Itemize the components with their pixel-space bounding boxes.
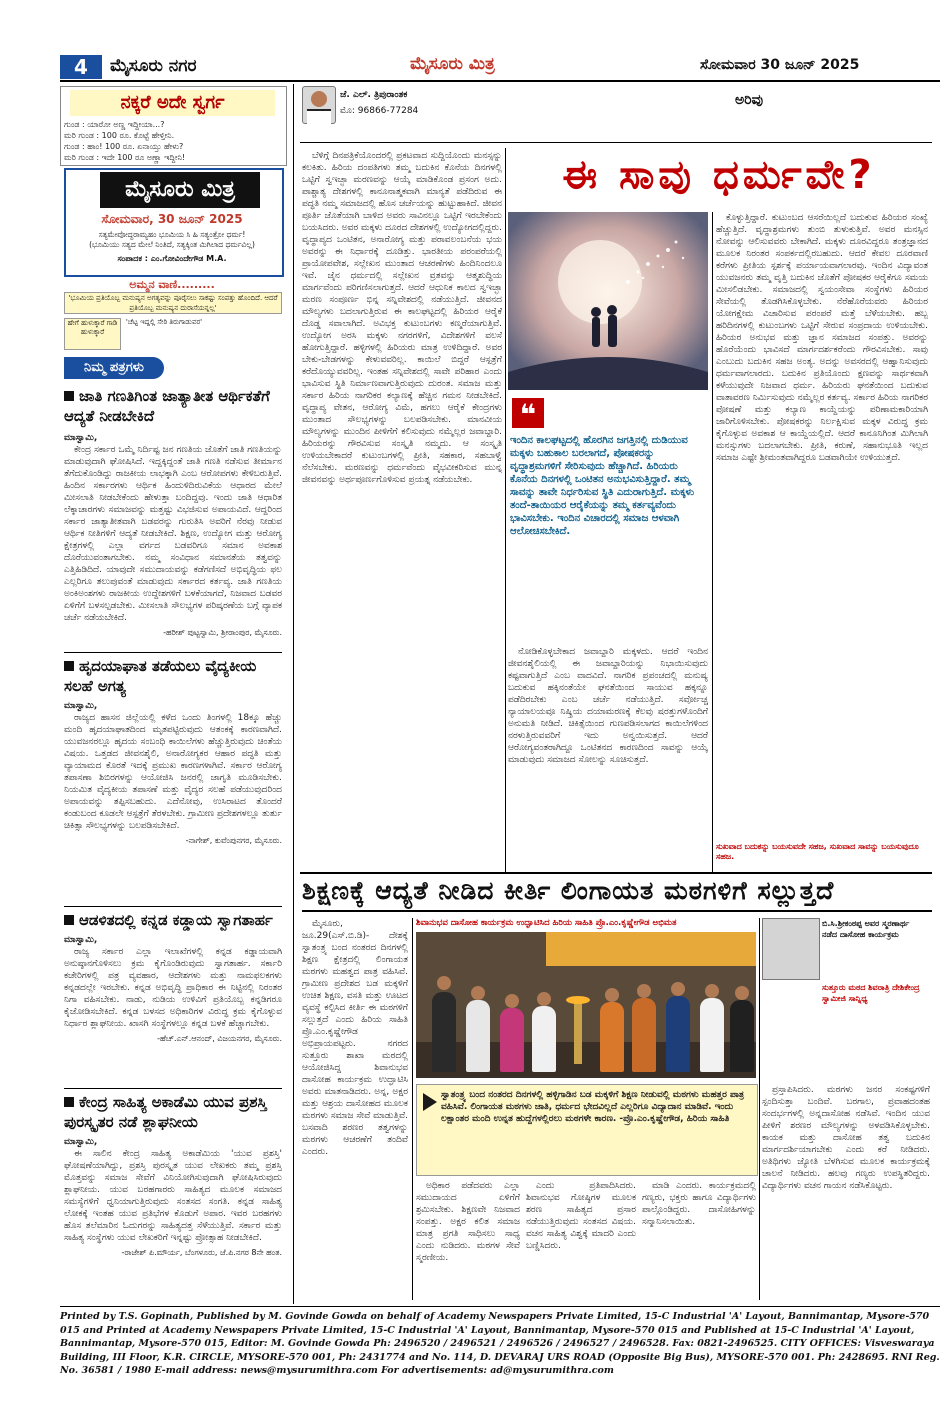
letter-body bbox=[64, 700, 282, 904]
bug-quote: 'ಚೆಟ್ಟ ಇದ್ದಲ್ಲಿ ಸೇಠಿ ತಿರುಗಾಡುವರ' bbox=[125, 318, 203, 326]
story-text: ಎಂದು ಪ್ರತಿಪಾದಿಸಿದರು. ಶಿವಾನುಭವ ಗೋಷ್ಠಿಗಳ ಮೂಲಕ ಶರಣ ಸಾಹಿತ್ಯದ ಪ್ರಸಾರ ನಡೆಯುತ್ತಿರುವುದು ಸಂತಸದ ವಿಷಯ. ವಚನ ಸಾಹಿತ್ಯ ವಿಶ್ವಕ್ಕೆ ಮಾದರಿ ಎಂದು ಬಣ್ಣಿಸಿದರು. bbox=[526, 1181, 636, 1251]
person-figure bbox=[466, 1000, 490, 1072]
story-text: ಮೈಸೂರು, ಜೂ.29(ಎಸ್.ಬಿ.ಡಿ)- ದೇಶಕ್ಕೆ ಸ್ವಾತಂತ್ರ್ಯ ಬಂದ ನಂತರದ ದಿನಗಳಲ್ಲಿ ಶಿಕ್ಷಣ ಕ್ಷೇತ್ರದಲ್ಲಿ ಲಿಂಗಾಯತ ಮಠಗಳು ಮಹತ್ವದ ಪಾತ್ರ ವಹಿಸಿವೆ. ಗ್ರಾಮೀಣ ಪ್ರದೇಶದ ಬಡ ಮಕ್ಕಳಿಗೆ ಉಚಿತ ಶಿಕ್ಷಣ, ವಸತಿ ಮತ್ತು ಊಟದ ವ್ಯವಸ್ಥೆ ಕಲ್ಪಿಸಿದ ಕೀರ್ತಿ ಈ ಮಠಗಳಿಗೆ ಸಲ್ಲುತ್ತದೆ ಎಂದು ಹಿರಿಯ ಸಾಹಿತಿ ಪ್ರೊ.ಎಂ.ಕೃಷ್ಣೇಗೌಡ ಅಭಿಪ್ರಾಯಪಟ್ಟರು. ನಗರದ ಸುತ್ತೂರು ಶಾಖಾ ಮಠದಲ್ಲಿ ಆಯೋಜಿಸಿದ್ದ ಶಿವಾನುಭವ ದಾಸೋಹ ಕಾರ್ಯಕ್ರಮ ಉದ್ಘಾಟಿಸಿ ಅವರು ಮಾತನಾಡಿದರು. ಅನ್ನ, ಅಕ್ಷರ ಮತ್ತು ಆಶ್ರಯ ದಾಸೋಹದ ಮೂಲಕ ಮಠಗಳು ಸಮಾಜ ಸೇವೆ ಮಾಡುತ್ತಿವೆ. ಬಸವಾದಿ ಶರಣರ ತತ್ವಗಳನ್ನು ಮಠಗಳು ಆಚರಣೆಗೆ ತಂದಿವೆ ಎಂದರು. bbox=[302, 919, 408, 1157]
letter-title-text: ಹೃದಯಾಘಾತ ತಡೆಯಲು ವೈದ್ಯಕೀಯ ಸಲಹೆ ಅಗತ್ಯ bbox=[64, 657, 257, 695]
event-photo bbox=[416, 932, 756, 1078]
person-figure bbox=[432, 992, 456, 1072]
column-divider bbox=[293, 84, 294, 1304]
person-figure bbox=[666, 996, 690, 1072]
story-column bbox=[302, 918, 408, 1298]
letter-title-text: ಜಾತಿ ಗಣತಿಗಿಂತ ಜಾತ್ಯಾತೀತ ಆರ್ಥಿಕತೆಗೆ ಆದ್ಯತೆ ನೀಡಬೇಕಿದೆ bbox=[64, 387, 270, 425]
portrait-photo bbox=[762, 918, 820, 980]
divider bbox=[64, 652, 282, 653]
bullet-icon bbox=[64, 661, 74, 671]
masthead-motto bbox=[66, 230, 278, 250]
story-column bbox=[526, 1180, 636, 1300]
flame-icon bbox=[566, 996, 590, 1004]
divider bbox=[300, 872, 932, 874]
letter-title-text: ಕೇಂದ್ರ ಸಾಹಿತ್ಯ ಅಕಾಡೆಮಿ ಯುವ ಪ್ರಶಸ್ತಿ ಪುರಸ್ಕೃತರ ನಡೆ ಶ್ಲಾಘನೀಯ bbox=[64, 1093, 267, 1131]
columnist-phone: ಮೊ: 96866-77284 bbox=[340, 106, 419, 116]
column-title: ಅರಿವು bbox=[735, 92, 764, 108]
story-column bbox=[416, 1180, 520, 1300]
header-date: ಸೋಮವಾರ 30 ಜೂನ್ 2025 bbox=[700, 57, 860, 73]
letter-text: ರಾಜ್ಯ ಸರ್ಕಾರ ಎಲ್ಲಾ ಇಲಾಖೆಗಳಲ್ಲಿ ಕನ್ನಡ ಕಡ್ಡಾಯವಾಗಿ ಅನುಷ್ಠಾನಗೊಳಿಸಲು ಕ್ರಮ ಕೈಗೊಂಡಿರುವುದು ಸ್ವಾಗತಾರ್ಹ. ಸರ್ಕಾರಿ ಕಚೇರಿಗಳಲ್ಲಿ ಪತ್ರ ವ್ಯವಹಾರ, ಆದೇಶಗಳು ಮತ್ತು ನಾಮಫಲಕಗಳು ಕನ್ನಡದಲ್ಲೇ ಇರಬೇಕು. ಕನ್ನಡ ಅಭಿವೃದ್ಧಿ ಪ್ರಾಧಿಕಾರ ಈ ನಿಟ್ಟಿನಲ್ಲಿ ನಿರಂತರ ನಿಗಾ ವಹಿಸಬೇಕು. ನಾಡು, ನುಡಿಯ ಉಳಿವಿಗೆ ಪ್ರತಿಯೊಬ್ಬ ಕನ್ನಡಿಗರೂ ಕೈಜೋಡಿಸಬೇಕಿದೆ. ಕನ್ನಡ ಬಳಸದ ಅಧಿಕಾರಿಗಳ ವಿರುದ್ಧ ಕ್ರಮ ಕೈಗೊಳ್ಳುವ ನಿರ್ಧಾರ ಶ್ಲಾಘನೀಯ. ಖಾಸಗಿ ಸಂಸ್ಥೆಗಳಲ್ಲೂ ಕನ್ನಡ ಬಳಕೆ ಹೆಚ್ಚಾಗಬೇಕು. bbox=[64, 947, 282, 1029]
footer-divider bbox=[60, 1306, 940, 1307]
amma-quote: 'ಭೂಮಿಯ ಪ್ರತಿಯೊಬ್ಬ ಮನುಷ್ಯನ ಅಗತ್ಯವನ್ನು ಪೂರೈಸಲು ಸಾಕಷ್ಟು ಸಂಪತ್ತು ಹೊಂದಿದೆ. ಆದರೆ ಪ್ರತಿಯೊಬ್ಬ ಮನುಷ್ಯನ ದುರಾಸೆಯನ್ನಲ್ಲ' bbox=[64, 292, 282, 314]
letter-text: ರಾಜ್ಯದ ಹಾಸನ ಜಿಲ್ಲೆಯಲ್ಲಿ ಕಳೆದ ಒಂದು ತಿಂಗಳಲ್ಲಿ 18ಕ್ಕೂ ಹೆಚ್ಚು ಮಂದಿ ಹೃದಯಾಘಾತದಿಂದ ಮೃತಪಟ್ಟಿರುವುದು ಆತಂಕಕ್ಕೆ ಕಾರಣವಾಗಿದೆ. ಯುವಜನರಲ್ಲೂ ಹೃದಯ ಸಂಬಂಧಿ ಕಾಯಿಲೆಗಳು ಹೆಚ್ಚುತ್ತಿರುವುದು ಚಿಂತೆಯ ವಿಷಯ. ಒತ್ತಡದ ಜೀವನಶೈಲಿ, ಅನಾರೋಗ್ಯಕರ ಆಹಾರ ಪದ್ಧತಿ ಮತ್ತು ವ್ಯಾಯಾಮದ ಕೊರತೆ ಇದಕ್ಕೆ ಪ್ರಮುಖ ಕಾರಣಗಳಾಗಿವೆ. ಸರ್ಕಾರ ಆರೋಗ್ಯ ತಪಾಸಣಾ ಶಿಬಿರಗಳನ್ನು ಆಯೋಜಿಸಿ ಜನರಲ್ಲಿ ಜಾಗೃತಿ ಮೂಡಿಸಬೇಕು. ನಿಯಮಿತ ವೈದ್ಯಕೀಯ ತಪಾಸಣೆ ಮತ್ತು ವೈದ್ಯರ ಸಲಹೆ ಪಡೆಯುವುದರಿಂದ ಅಪಾಯವನ್ನು ತಪ್ಪಿಸಬಹುದು. ಎದೆನೋವು, ಉಸಿರಾಟದ ತೊಂದರೆ ಕಂಡುಬಂದ ಕೂಡಲೇ ಆಸ್ಪತ್ರೆಗೆ ತೆರಳಬೇಕು. ಗ್ರಾಮೀಣ ಪ್ರದೇಶಗಳಲ್ಲೂ ತುರ್ತು ಚಿಕಿತ್ಸಾ ಸೌಲಭ್ಯಗಳನ್ನು ಬಲಪಡಿಸಬೇಕಿದೆ. bbox=[64, 713, 282, 831]
letter-title bbox=[64, 386, 282, 426]
face-icon bbox=[705, 984, 719, 998]
story-text: ಪ್ರಸ್ತಾಪಿಸಿದರು. ಮಠಗಳು ಜನರ ಸಂಕಷ್ಟಗಳಿಗೆ ಸ್ಪಂದಿಸುತ್ತಾ ಬಂದಿವೆ. ಬರಗಾಲ, ಪ್ರವಾಹದಂತಹ ಸಂದರ್ಭಗಳಲ್ಲಿ ಅನ್ನದಾಸೋಹ ನಡೆಸಿವೆ. ಇಂದಿನ ಯುವ ಪೀಳಿಗೆ ಶರಣರ ಮೌಲ್ಯಗಳನ್ನು ಅಳವಡಿಸಿಕೊಳ್ಳಬೇಕು. ಕಾಯಕ ಮತ್ತು ದಾಸೋಹ ತತ್ವ ಬದುಕಿನ ಮಾರ್ಗದರ್ಶಿಯಾಗಬೇಕು ಎಂದು ಕರೆ ನೀಡಿದರು. ಅತಿಥಿಗಳು ಜ್ಯೋತಿ ಬೆಳಗಿಸುವ ಮೂಲಕ ಕಾರ್ಯಕ್ರಮಕ್ಕೆ ಚಾಲನೆ ನೀಡಿದರು. ಹಲವು ಗಣ್ಯರು ಉಪಸ್ಥಿತರಿದ್ದರು. ವಿದ್ಯಾರ್ಥಿಗಳು ವಚನ ಗಾಯನ ನಡೆಸಿಕೊಟ್ಟರು. bbox=[762, 1085, 930, 1191]
face-icon bbox=[671, 982, 685, 996]
story-column bbox=[642, 1180, 756, 1300]
header-divider bbox=[60, 80, 940, 82]
letter-title-text: ಆಡಳಿತದಲ್ಲಿ ಕನ್ನಡ ಕಡ್ಡಾಯ ಸ್ವಾಗತಾರ್ಹ bbox=[79, 911, 273, 929]
header-logo: ಮೈಸೂರು ಮಿತ್ರ bbox=[410, 54, 495, 74]
column-divider bbox=[759, 918, 760, 1300]
article-text: ನೋಡಿಕೊಳ್ಳಬೇಕಾದ ಜವಾಬ್ದಾರಿ ಮಕ್ಕಳದು. ಆದರೆ ಇಂದಿನ ಜೀವನಶೈಲಿಯಲ್ಲಿ ಈ ಜವಾಬ್ದಾರಿಯನ್ನು ನಿಭಾಯಿಸುವುದು ಕಷ್ಟವಾಗುತ್ತಿದೆ ಎಂಬ ವಾದವಿದೆ. ನಾಗರಿಕ ಪ್ರಪಂಚದಲ್ಲಿ ಮನುಷ್ಯ ಬದುಕುವ ಹಕ್ಕಿನಂತೆಯೇ ಘನತೆಯಿಂದ ಸಾಯುವ ಹಕ್ಕನ್ನೂ ಪಡೆದಿರಬೇಕು ಎಂಬ ಚರ್ಚೆ ನಡೆಯುತ್ತಿದೆ. ಸರ್ವೋಚ್ಚ ನ್ಯಾಯಾಲಯವೂ ನಿಷ್ಕ್ರಿಯ ದಯಾಮರಣಕ್ಕೆ ಕೆಲವು ಷರತ್ತುಗಳೊಂದಿಗೆ ಅನುಮತಿ ನೀಡಿದೆ. ಚಿಕಿತ್ಸೆಯಿಂದ ಗುಣಪಡಿಸಲಾಗದ ಕಾಯಿಲೆಗಳಿಂದ ನರಳುತ್ತಿರುವವರಿಗೆ ಇದು ಅನ್ವಯಿಸುತ್ತದೆ. ಆದರೆ ಆರೋಗ್ಯವಂತರಾಗಿದ್ದೂ ಒಂಟಿತನದ ಕಾರಣದಿಂದ ಸಾವನ್ನು ಆಯ್ಕೆ ಮಾಡುವುದು ಸಮಾಜದ ಸೋಲನ್ನು ಸೂಚಿಸುತ್ತದೆ. bbox=[508, 647, 708, 765]
face-icon bbox=[735, 986, 749, 1000]
masthead-motto-line: ಸತ್ಯಮೇವೋದ್ಧರಾಮ್ಯಹಂ ಭೂಮಿಯ ಸಿ ಹಿ ಸತ್ಯಂತ್ರೋ ಧರ್ಮ! bbox=[98, 230, 246, 239]
letter-salutation: ಮಾಸ್ವಾಮಿ, bbox=[64, 701, 98, 711]
bullet-icon bbox=[64, 391, 74, 401]
joke-line: ಮರಿ ಗುಂಡ : ಇದೇ 100 ರೂ ಅಣ್ಣಾ ಇದ್ದೀನಿ! bbox=[64, 153, 186, 162]
pull-quote: ಇಂದಿನ ಕಾಲಘಟ್ಟದಲ್ಲಿ ಹೊರಗಿನ ಜಗತ್ತಿನಲ್ಲಿ ದುಡಿಯುವ ಮಕ್ಕಳು ಬಹುಕಾಲ ಬರಲಾಗದೆ, ಪೋಷಕರನ್ನು ವೃದ್ಧಾಶ್ರಮಗಳಿಗೆ ಸೇರಿಸುವುದು ಹೆಚ್ಚಾಗಿದೆ. ಹಿರಿಯರು ಕೊನೆಯ ದಿನಗಳಲ್ಲಿ ಒಂಟಿತನ ಅನುಭವಿಸುತ್ತಿದ್ದಾರೆ. ತಮ್ಮ ಸಾವನ್ನು ತಾವೇ ನಿರ್ಧರಿಸುವ ಸ್ಥಿತಿ ಎದುರಾಗುತ್ತಿದೆ. ಮಕ್ಕಳು ತಂದೆ-ತಾಯಿಯರ ಆರೈಕೆಯನ್ನು ತಮ್ಮ ಕರ್ತವ್ಯವೆಂದು ಭಾವಿಸಬೇಕು. ಇಂದಿನ ವಿಚಾರದಲ್ಲಿ ಸಮಾಜ ಆಳವಾಗಿ ಆಲೋಚಿಸಬೇಕಿದೆ. bbox=[510, 435, 695, 537]
divider bbox=[302, 910, 932, 912]
letter-text: ಕೇಂದ್ರ ಸರ್ಕಾರ ಒಮ್ಮೆ ನಿರ್ದಿಷ್ಟ ಜನ ಗಣತಿಯ ಜೊತೆಗೆ ಜಾತಿ ಗಣತಿಯನ್ನು ಮಾಡುವುದಾಗಿ ಘೋಷಿಸಿದೆ. ಇದ್ದಕ್ಕಿದ್ದಂತೆ ಜಾತಿ ಗಣತಿ ನಡೆಸುವ ತೀರ್ಮಾನ ತೆಗೆದುಕೊಂಡಿದ್ದು ರಾಜಕೀಯ ಲಾಭಕ್ಕಾಗಿ ಎಂಬ ಆರೋಪಗಳು ಕೇಳಿಬರುತ್ತಿವೆ. ಹಿಂದಿನ ಸರ್ಕಾರಗಳು ಆರ್ಥಿಕ ಹಿಂದುಳಿದಿರುವಿಕೆಯ ಆಧಾರದ ಮೇಲೆ ಮೀಸಲಾತಿ ನೀಡಬೇಕೆಂದು ಹೇಳುತ್ತಾ ಬಂದಿದ್ದವು. ಇಂದು ಜಾತಿ ಆಧಾರಿತ ಲೆಕ್ಕಾಚಾರಗಳು ಸಮಾಜವನ್ನು ಮತ್ತಷ್ಟು ವಿಭಜಿಸುವ ಅಪಾಯವಿದೆ. ಆದ್ದರಿಂದ ಸರ್ಕಾರ ಜಾತ್ಯಾತೀತವಾಗಿ ಬಡವರನ್ನು ಗುರುತಿಸಿ ಅವರಿಗೆ ನೆರವು ನೀಡುವ ಆರ್ಥಿಕ ನೀತಿಗಳಿಗೆ ಆದ್ಯತೆ ನೀಡಬೇಕಿದೆ. ಶಿಕ್ಷಣ, ಉದ್ಯೋಗ ಮತ್ತು ಆರೋಗ್ಯ ಕ್ಷೇತ್ರಗಳಲ್ಲಿ ಎಲ್ಲಾ ವರ್ಗದ ಬಡವರಿಗೂ ಸಮಾನ ಅವಕಾಶ ದೊರೆಯುವಂತಾಗಬೇಕು. ನಮ್ಮ ಸಂವಿಧಾನ ಸಮಾನತೆಯ ತತ್ವವನ್ನು ಎತ್ತಿಹಿಡಿದಿದೆ. ಯಾವುದೇ ಸಮುದಾಯವನ್ನು ಕಡೆಗಣಿಸದೆ ಅಭಿವೃದ್ಧಿಯ ಫಲ ಎಲ್ಲರಿಗೂ ತಲುಪುವಂತೆ ಮಾಡುವುದು ಸರ್ಕಾರದ ಕರ್ತವ್ಯ. ಜಾತಿ ಗಣತಿಯ ಅಂಕಿಅಂಶಗಳು ರಾಜಕೀಯ ಉದ್ದೇಶಗಳಿಗೆ ಬಳಕೆಯಾಗದೆ, ನಿಜವಾದ ಬಡವರ ಏಳಿಗೆಗೆ ಬಳಸಲ್ಪಡಬೇಕು. ಮೀಸಲಾತಿ ಸೌಲಭ್ಯಗಳ ಪರಿಷ್ಕರಣೆಯ ಬಗ್ಗೆ ವ್ಯಾಪಕ ಚರ್ಚೆ ನಡೆಯಬೇಕಿದೆ. bbox=[64, 445, 282, 623]
person-figure bbox=[532, 1006, 556, 1072]
letter-signoff: -ರಾಜೇಶ್ ಪಿ.ಮೌರ್ಯ, ಬೆಂಗಳೂರು, ಜೆ.ಪಿ.ನಗರ 8ನೇ ಹಂತ. bbox=[121, 1248, 282, 1257]
story-column bbox=[762, 1084, 930, 1300]
article-column bbox=[716, 212, 928, 836]
story-subhead: ಶಿವಾನುಭವ ದಾಸೋಹ ಕಾರ್ಯಕ್ರಮ ಉದ್ಘಾಟಿಸಿದ ಹಿರಿಯ ಸಾಹಿತಿ ಪ್ರೊ.ಎಂ.ಕೃಷ್ಣೇಗೌಡ ಅಭಿಮತ bbox=[416, 918, 677, 928]
article-column bbox=[508, 646, 708, 872]
joke-line: ಮರಿ ಗುಂಡ : 100 ರೂ. ಕೊಟ್ಟೆ ಹೇಳ್ತೀನಿ. bbox=[64, 131, 175, 140]
column-divider bbox=[505, 148, 506, 872]
letter-title bbox=[64, 1092, 282, 1132]
joke-line: ಗುಂಡ : ಯಾರೋ ಅಣ್ಣ ಇದ್ದೀಯಾ...? bbox=[64, 120, 165, 129]
masthead-motto-line: (ಭೂಮಿಯು ಸತ್ಯದ ಮೇಲೆ ನಿಂತಿದೆ, ಸತ್ಯಕ್ಕಿಂತ ಮಿಗಿಲಾದ ಧರ್ಮವಿಲ್ಲ) bbox=[89, 240, 255, 249]
article-headline: ಈ ಸಾವು ಧರ್ಮವೇ? bbox=[562, 152, 876, 198]
stage-banner bbox=[546, 932, 756, 966]
face-icon bbox=[311, 91, 327, 107]
story-quote-text: ಸ್ವಾತಂತ್ರ್ಯ ಬಂದ ನಂತರದ ದಿನಗಳಲ್ಲಿ ಹಳ್ಳಿಗಾಡಿನ ಬಡ ಮಕ್ಕಳಿಗೆ ಶಿಕ್ಷಣ ನೀಡುವಲ್ಲಿ ಮಠಗಳು ಮಹತ್ತರ ಪಾತ್ರ ವಹಿಸಿವೆ. ಲಿಂಗಾಯತ ಮಠಗಳು ಜಾತಿ, ಧರ್ಮದ ಭೇದವಿಲ್ಲದೆ ಎಲ್ಲರಿಗೂ ವಿದ್ಯಾದಾನ ಮಾಡಿವೆ. ಇಂದು ಲಕ್ಷಾಂತರ ಮಂದಿ ಉನ್ನತ ಹುದ್ದೆಗಳಲ್ಲಿರಲು ಮಠಗಳೇ ಕಾರಣ. bbox=[441, 1090, 745, 1124]
letter-body bbox=[64, 1136, 282, 1300]
arrow-icon bbox=[423, 1093, 437, 1111]
joke-line: ಗುಂಡ : ಹಾಂ! 100 ರೂ. ಏನಾಯ್ತು ಹೇಳು? bbox=[64, 142, 184, 151]
columnist-name: ಜೆ. ಎಲ್. ತ್ರಿಪುರಾಂತಕ bbox=[340, 90, 408, 100]
story-quote-signoff: -ಪ್ರೊ.ಎಂ.ಕೃಷ್ಣೇಗೌಡ, ಹಿರಿಯ ಸಾಹಿತಿ bbox=[619, 1114, 730, 1124]
side-caption: ಸುತ್ತೂರು ಮಠದ ಶಿವರಾತ್ರಿ ದೇಶಿಕೇಂದ್ರ ಸ್ವಾಮೀಜಿ ಸಾನ್ನಿಧ್ಯ bbox=[822, 983, 920, 1003]
lamp-icon bbox=[574, 1002, 582, 1064]
article-text: ಬೆಳಿಗ್ಗೆ ದಿನಪತ್ರಿಕೆಯೊಂದರಲ್ಲಿ ಪ್ರಕಟವಾದ ಸುದ್ದಿಯೊಂದು ಮನಸ್ಸನ್ನು ಕಲಕಿತು. ಹಿರಿಯ ದಂಪತಿಗಳು ತಮ್ಮ ಬದುಕಿನ ಕೊನೆಯ ದಿನಗಳಲ್ಲಿ ಒಟ್ಟಿಗೆ ಸ್ವಇಚ್ಛಾ ಮರಣವನ್ನು ಆಯ್ಕೆ ಮಾಡಿಕೊಂಡ ಪ್ರಸಂಗ ಅದು. ಪಾಶ್ಚಾತ್ಯ ದೇಶಗಳಲ್ಲಿ ಕಾನೂನಾತ್ಮಕವಾಗಿ ಮಾನ್ಯತೆ ಪಡೆದಿರುವ ಈ ಪದ್ಧತಿ ನಮ್ಮ ಸಮಾಜದಲ್ಲಿ ಹೊಸ ಚರ್ಚೆಯನ್ನು ಹುಟ್ಟುಹಾಕಿದೆ. ಜೀವನ ಪೂರ್ತಿ ಜೊತೆಯಾಗಿ ಬಾಳಿದ ಅವರು ಸಾವಿನಲ್ಲೂ ಒಟ್ಟಿಗೆ ಇರಬೇಕೆಂದು ಬಯಸಿದರು. ಅವರ ಮಕ್ಕಳು ದೂರದ ದೇಶಗಳಲ್ಲಿ ಉದ್ಯೋಗದಲ್ಲಿದ್ದರು. ವೃದ್ಧಾಪ್ಯದ ಒಂಟಿತನ, ಅನಾರೋಗ್ಯ ಮತ್ತು ಪರಾವಲಂಬನೆಯ ಭಯ ಅವರನ್ನು ಈ ನಿರ್ಧಾರಕ್ಕೆ ದೂಡಿತ್ತು. ಭಾರತೀಯ ಪರಂಪರೆಯಲ್ಲಿ ಪ್ರಾಯೋಪವೇಶ, ಸಲ್ಲೇಖನ ಮುಂತಾದ ಆಚರಣೆಗಳು ಹಿಂದಿನಿಂದಲೂ ಇವೆ. ಜೈನ ಧರ್ಮದಲ್ಲಿ ಸಲ್ಲೇಖನ ವ್ರತವನ್ನು ಆತ್ಮಶುದ್ಧಿಯ ಮಾರ್ಗವೆಂದು ಪರಿಗಣಿಸಲಾಗುತ್ತದೆ. ಆದರೆ ಆಧುನಿಕ ಕಾಲದ ಸ್ವಇಚ್ಛಾ ಮರಣ ಸಂಪೂರ್ಣ ಭಿನ್ನ ಸನ್ನಿವೇಶದಲ್ಲಿ ನಡೆಯುತ್ತಿದೆ. ಜೀವನದ ಮೌಲ್ಯಗಳು ಬದಲಾಗುತ್ತಿರುವ ಈ ಕಾಲಘಟ್ಟದಲ್ಲಿ ಹಿರಿಯರ ಆರೈಕೆ ದೊಡ್ಡ ಸವಾಲಾಗಿದೆ. ಅವಿಭಕ್ತ ಕುಟುಂಬಗಳು ಕಣ್ಮರೆಯಾಗುತ್ತಿವೆ. ಉದ್ಯೋಗ ಅರಸಿ ಮಕ್ಕಳು ನಗರಗಳಿಗೆ, ವಿದೇಶಗಳಿಗೆ ವಲಸೆ ಹೋಗುತ್ತಿದ್ದಾರೆ. ಹಳ್ಳಿಗಳಲ್ಲಿ ಹಿರಿಯರು ಮಾತ್ರ ಉಳಿದಿದ್ದಾರೆ. ಅವರ ಬೇಕು-ಬೇಡಗಳನ್ನು ಕೇಳುವವರಿಲ್ಲ. ಕಾಯಿಲೆ ಬಿದ್ದರೆ ಆಸ್ಪತ್ರೆಗೆ ಕರೆದೊಯ್ಯುವವರಿಲ್ಲ. ಇಂತಹ ಸನ್ನಿವೇಶದಲ್ಲಿ ಸಾವೇ ಪರಿಹಾರ ಎಂದು ಭಾವಿಸುವ ಸ್ಥಿತಿ ನಿರ್ಮಾಣವಾಗುತ್ತಿರುವುದು ದುರಂತ. ಸಮಾಜ ಮತ್ತು ಸರ್ಕಾರ ಹಿರಿಯ ನಾಗರಿಕರ ಕಲ್ಯಾಣಕ್ಕೆ ಹೆಚ್ಚಿನ ಗಮನ ನೀಡಬೇಕಿದೆ. ವೃದ್ಧಾಪ್ಯ ವೇತನ, ಆರೋಗ್ಯ ವಿಮೆ, ಹಗಲು ಆರೈಕೆ ಕೇಂದ್ರಗಳು ಮುಂತಾದ ಸೌಲಭ್ಯಗಳನ್ನು ಬಲಪಡಿಸಬೇಕು. ಮಾನವೀಯ ಮೌಲ್ಯಗಳನ್ನು ಮುಂದಿನ ಪೀಳಿಗೆಗೆ ಕಲಿಸುವುದು ನಮ್ಮೆಲ್ಲರ ಜವಾಬ್ದಾರಿ. ಹಿರಿಯರನ್ನು ಗೌರವಿಸುವ ಸಂಸ್ಕೃತಿ ನಮ್ಮದು. ಆ ಸಂಸ್ಕೃತಿ ಉಳಿಯಬೇಕಾದರೆ ಕುಟುಂಬಗಳಲ್ಲಿ ಪ್ರೀತಿ, ಸಹಕಾರ, ಸಹಬಾಳ್ವೆ ನೆಲೆಸಬೇಕು. ಮರಣವನ್ನು ಧರ್ಮವೆಂದು ವೈಭವೀಕರಿಸುವ ಮುನ್ನ ಜೀವನವನ್ನು ಅರ್ಥಪೂರ್ಣಗೊಳಿಸುವ ಪ್ರಯತ್ನ ನಡೆಯಬೇಕು. bbox=[302, 151, 502, 485]
letter-signoff: -ನಾಗೇಶ್, ಕುವೆಂಪುನಗರ, ಮೈಸೂರು. bbox=[185, 836, 282, 845]
shirt-icon bbox=[307, 109, 331, 125]
article-column bbox=[302, 150, 502, 870]
letter-title bbox=[64, 910, 282, 930]
person-figure bbox=[500, 1008, 524, 1072]
person-figure bbox=[730, 1000, 754, 1072]
joke-title: ನಕ್ಕರೆ ಅದೇ ಸ್ವರ್ಗ bbox=[70, 90, 275, 116]
letter-body bbox=[64, 432, 282, 648]
letter-title bbox=[64, 656, 282, 696]
columnist-photo bbox=[302, 86, 336, 124]
face-icon bbox=[537, 992, 551, 1006]
face-icon bbox=[505, 994, 519, 1008]
article-illustration bbox=[508, 212, 708, 390]
article-footnote: ಸುಖವಾದ ಬದುಕನ್ನು ಬಯಸುವದೇ ಸಹಜ, ಸುಖವಾದ ಸಾವನ್ನು ಬಯಸುವುದೂ ಸಹಜ. bbox=[716, 842, 919, 861]
story-text: ಮಾಡಿ ಎಂದರು. ಕಾರ್ಯಕ್ರಮದಲ್ಲಿ ಗಣ್ಯರು, ಭಕ್ತರು ಹಾಗೂ ವಿದ್ಯಾರ್ಥಿಗಳು ಪಾಲ್ಗೊಂಡಿದ್ದರು. ದಾಸೋಹಿಗಳನ್ನು ಸನ್ಮಾನಿಸಲಾಯಿತು. bbox=[642, 1181, 756, 1227]
masthead-editor: ಸಂಪಾದಕ : ಎಂ.ಗೋವಿಂದೇಗೌಡ M.A. bbox=[117, 254, 227, 263]
divider bbox=[300, 142, 932, 143]
face-icon bbox=[605, 988, 619, 1002]
section-name: ಮೈಸೂರು ನಗರ bbox=[110, 56, 197, 76]
side-caption-box bbox=[762, 918, 930, 1078]
face-icon bbox=[437, 976, 451, 990]
column-divider bbox=[412, 918, 413, 1300]
article-text: ಕೊಳ್ಳುತ್ತಿದ್ದಾರೆ. ಕುಟುಂಬದ ಆಸರೆಯಿಲ್ಲದೆ ಬದುಕುವ ಹಿರಿಯರ ಸಂಖ್ಯೆ ಹೆಚ್ಚುತ್ತಿದೆ. ವೃದ್ಧಾಶ್ರಮಗಳು ತುಂಬಿ ತುಳುಕುತ್ತಿವೆ. ಅವರ ಮನಸ್ಸಿನ ನೋವನ್ನು ಆಲಿಸುವವರು ಬೇಕಾಗಿದೆ. ಮಕ್ಕಳು ದೂರವಿದ್ದರೂ ತಂತ್ರಜ್ಞಾನದ ಮೂಲಕ ನಿರಂತರ ಸಂಪರ್ಕದಲ್ಲಿರಬಹುದು. ಆದರೆ ಕೇವಲ ದೂರವಾಣಿ ಕರೆಗಳು ಪ್ರೀತಿಯ ಸ್ಪರ್ಶಕ್ಕೆ ಪರ್ಯಾಯವಾಗಲಾರವು. ಇಂದಿನ ವಿದ್ಯಾವಂತ ಯುವಜನರು ತಮ್ಮ ವೃತ್ತಿ ಬದುಕಿನ ಜೊತೆಗೆ ಪೋಷಕರ ಆರೈಕೆಗೂ ಸಮಯ ಮೀಸಲಿಡಬೇಕು. ಸಮಾಜದಲ್ಲಿ ಸ್ವಯಂಸೇವಾ ಸಂಸ್ಥೆಗಳು ಹಿರಿಯರ ಸೇವೆಯಲ್ಲಿ ತೊಡಗಿಸಿಕೊಳ್ಳಬೇಕು. ನೆರೆಹೊರೆಯವರು ಹಿರಿಯರ ಯೋಗಕ್ಷೇಮ ವಿಚಾರಿಸುವ ಪರಂಪರೆ ಮತ್ತೆ ಬೆಳೆಯಬೇಕು. ಹಬ್ಬ ಹರಿದಿನಗಳಲ್ಲಿ ಕುಟುಂಬಗಳು ಒಟ್ಟಿಗೆ ಸೇರುವ ಸಂಪ್ರದಾಯ ಉಳಿಯಬೇಕು. ಹಿರಿಯರ ಅನುಭವ ಮತ್ತು ಜ್ಞಾನ ಸಮಾಜದ ಸಂಪತ್ತು. ಅವರನ್ನು ಹೊರೆಯೆಂದು ಭಾವಿಸದೆ ಮಾರ್ಗದರ್ಶಕರೆಂದು ಗೌರವಿಸಬೇಕು. ಸಾವು ಎಂಬುದು ಬದುಕಿನ ಸಹಜ ಅಂತ್ಯ. ಅದನ್ನು ಅವಸರದಲ್ಲಿ ಆಹ್ವಾನಿಸುವುದು ಧರ್ಮವಾಗಲಾರದು. ಬದುಕಿನ ಪ್ರತಿಯೊಂದು ಕ್ಷಣವನ್ನು ಸಾರ್ಥಕವಾಗಿ ಕಳೆಯುವುದೇ ನಿಜವಾದ ಧರ್ಮ. ಹಿರಿಯರು ಘನತೆಯಿಂದ ಬದುಕುವ ವಾತಾವರಣ ನಿರ್ಮಿಸುವುದು ನಮ್ಮೆಲ್ಲರ ಕರ್ತವ್ಯ. ಸರ್ಕಾರ ಹಿರಿಯ ನಾಗರಿಕರ ಪೋಷಣೆ ಮತ್ತು ಕಲ್ಯಾಣ ಕಾಯ್ದೆಯನ್ನು ಪರಿಣಾಮಕಾರಿಯಾಗಿ ಜಾರಿಗೊಳಿಸಬೇಕು. ಪೋಷಕರನ್ನು ನಿರ್ಲಕ್ಷಿಸುವ ಮಕ್ಕಳ ವಿರುದ್ಧ ಕ್ರಮ ಕೈಗೊಳ್ಳುವ ಅವಕಾಶ ಆ ಕಾಯ್ದೆಯಲ್ಲಿದೆ. ಆದರೆ ಕಾನೂನಿಗಿಂತ ಮಿಗಿಲಾಗಿ ಮನಸ್ಸುಗಳು ಬದಲಾಗಬೇಕು. ಪ್ರೀತಿ, ಕರುಣೆ, ಸಹಾನುಭೂತಿ ಇಲ್ಲದ ಸಮಾಜ ಎಷ್ಟೇ ಶ್ರೀಮಂತವಾಗಿದ್ದರೂ ಬಡವಾಗಿಯೇ ಉಳಿಯುತ್ತದೆ. bbox=[716, 213, 928, 463]
story-quote-box bbox=[416, 1084, 758, 1176]
person-figure bbox=[600, 1002, 624, 1072]
face-icon bbox=[637, 984, 651, 998]
story-quote bbox=[441, 1089, 751, 1125]
letter-salutation: ಮಾಸ್ವಾಮಿ, bbox=[64, 1137, 98, 1147]
masthead-date: ಸೋಮವಾರ, 30 ಜೂನ್ 2025 bbox=[101, 212, 243, 226]
divider bbox=[64, 1088, 282, 1089]
letter-salutation: ಮಾಸ್ವಾಮಿ, bbox=[64, 935, 98, 945]
column-divider bbox=[712, 212, 713, 872]
masthead-name: ಮೈಸೂರು ಮಿತ್ರ bbox=[100, 172, 260, 208]
letter-text: ಈ ಸಾಲಿನ ಕೇಂದ್ರ ಸಾಹಿತ್ಯ ಅಕಾಡೆಮಿಯ 'ಯುವ ಪ್ರಶಸ್ತಿ' ಘೋಷಣೆಯಾಗಿದ್ದು, ಪ್ರಶಸ್ತಿ ಪುರಸ್ಕೃತ ಯುವ ಲೇಖಕರು ತಮ್ಮ ಪ್ರಶಸ್ತಿ ಮೊತ್ತವನ್ನು ಸಮಾಜ ಸೇವೆಗೆ ವಿನಿಯೋಗಿಸುವುದಾಗಿ ಘೋಷಿಸಿರುವುದು ಶ್ಲಾಘನೀಯ. ಯುವ ಬರಹಗಾರರು ಸಾಹಿತ್ಯದ ಮೂಲಕ ಸಮಾಜದ ಸಮಸ್ಯೆಗಳಿಗೆ ಧ್ವನಿಯಾಗುತ್ತಿರುವುದು ಸಂತಸದ ಸಂಗತಿ. ಕನ್ನಡ ಸಾಹಿತ್ಯ ಲೋಕಕ್ಕೆ ಇಂತಹ ಯುವ ಪ್ರತಿಭೆಗಳ ಕೊಡುಗೆ ಅಪಾರ. ಇವರ ಬರಹಗಳು ಹೊಸ ತಲೆಮಾರಿನ ಓದುಗರನ್ನು ಸಾಹಿತ್ಯದತ್ತ ಸೆಳೆಯುತ್ತಿವೆ. ಸರ್ಕಾರ ಮತ್ತು ಸಾಹಿತ್ಯ ಸಂಸ್ಥೆಗಳು ಯುವ ಲೇಖಕರಿಗೆ ಇನ್ನಷ್ಟು ಪ್ರೋತ್ಸಾಹ ನೀಡಬೇಕಿದೆ. bbox=[64, 1149, 282, 1243]
page-number: 4 bbox=[60, 55, 102, 79]
letter-signoff: -ಹರೀಶ್ ಪುಟ್ಟಸ್ವಾಮಿ, ಶ್ರೀರಾಂಪುರ, ಮೈಸೂರು. bbox=[163, 628, 282, 637]
side-caption: ಬಿ.ಸಿ.ಶ್ರೀಕಂಠಪ್ಪ ಅವರ ಸ್ಮರಣಾರ್ಥ ನಡೆದ ದಾಸೋಹ ಕಾರ್ಯಕ್ರಮ bbox=[822, 919, 910, 939]
letter-signoff: -ಹೆಚ್.ಎನ್.ಆನಂದ್, ವಿಜಯನಗರ, ಮೈಸೂರು. bbox=[157, 1034, 282, 1043]
person-figure bbox=[632, 998, 656, 1072]
face-icon bbox=[471, 986, 485, 1000]
letters-banner: ನಿಮ್ಮ ಪತ್ರಗಳು bbox=[64, 357, 164, 379]
quote-icon: ❝ bbox=[512, 398, 544, 428]
amma-title: ಅಮ್ಮನ ವಾಣಿ......... bbox=[129, 278, 215, 291]
story-headline: ಶಿಕ್ಷಣಕ್ಕೆ ಆದ್ಯತೆ ನೀಡಿದ ಕೀರ್ತಿ ಲಿಂಗಾಯತ ಮಠಗಳಿಗೆ ಸಲ್ಲುತ್ತದೆ bbox=[302, 876, 835, 905]
person-figure bbox=[700, 998, 724, 1072]
imprint-footer: Printed by T.S. Gopinath, Published by M. Govinde Gowda on behalf of Academy Newspapers Private Limited, 15-C Industrial 'A' Layout, Bannimantap, Mysore-570 015 and Printed at Academy Newspapers Private Limited, 15-C Industrial 'A' Layout, Bannimantap, Mysore-570 015 and Published at 15-C Industrial 'A' Layout, Bannimantap, Mysore-570 015, Editor: M. Govinde Gowda Ph: 2496520 / 2496521 / 2496526 / 2496527 / 2496528. Fax: 0821-2496525. CITY OFFICES: Visveswaraya Building, III Floor, K.R. CIRCLE, MYSORE-570 001, Ph: 2431774 and No. 114, D. DEVARAJ URS ROAD (Opposite Big Bus), MYSORE-570 001. Ph: 2428695. RNI Reg. No. 36581 / 1980 E-mail address: news@mysurumithra.com For advertisements: ad@mysurumithra.com bbox=[60, 1311, 940, 1376]
bullet-icon bbox=[64, 915, 74, 925]
letter-body bbox=[64, 934, 282, 1084]
story-text: ಅಧಿಕಾರ ಪಡೆದವರು ಎಲ್ಲಾ ಸಮುದಾಯದ ಏಳಿಗೆಗೆ ಶ್ರಮಿಸಬೇಕು. ಶಿಕ್ಷಣವೇ ನಿಜವಾದ ಸಂಪತ್ತು. ಅಕ್ಷರ ಕಲಿತ ಸಮಾಜ ಮಾತ್ರ ಪ್ರಗತಿ ಸಾಧಿಸಲು ಸಾಧ್ಯ ಎಂದು ನುಡಿದರು. ಮಠಗಳ ಸೇವೆ ಸ್ಮರಣೀಯ. bbox=[416, 1181, 520, 1263]
letter-salutation: ಮಾಸ್ವಾಮಿ, bbox=[64, 433, 98, 443]
divider bbox=[64, 906, 282, 907]
bullet-icon bbox=[64, 1097, 74, 1107]
bug-label: ಹೇಗೆ ಹುಳುಕ್ಕಾರೆ ಗಾಡಿ ಹುಳುಕ್ಕಾರೆ bbox=[64, 318, 121, 350]
